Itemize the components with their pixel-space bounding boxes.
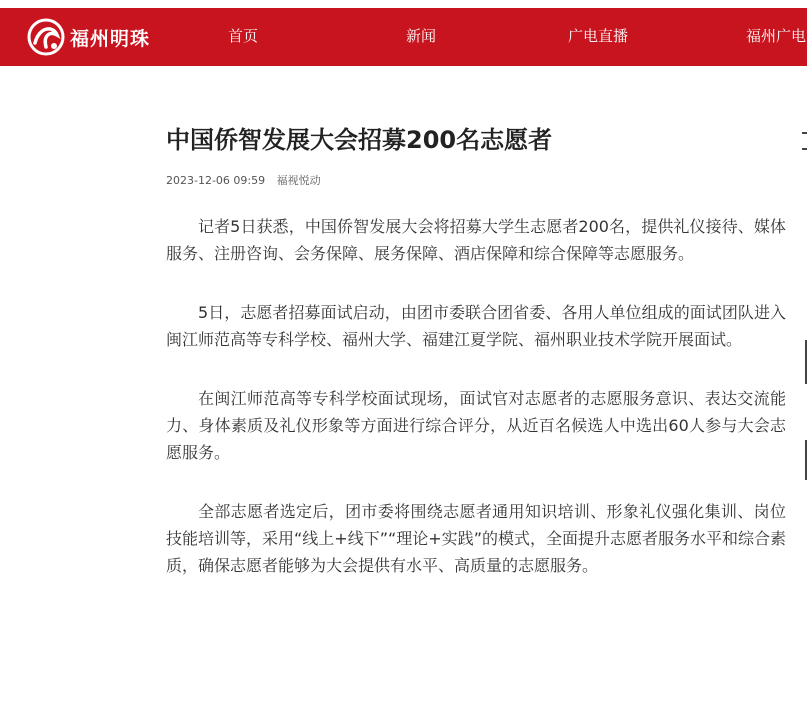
nav-item-live[interactable]: 广电直播	[568, 27, 629, 45]
article	[166, 120, 786, 611]
article-paragraph: 全部志愿者选定后，团市委将围绕志愿者通用知识培训、形象礼仪强化集训、岗位技能培训等，采用“线上+线下”“理论+实践”的模式，全面提升志愿者服务水平和综合素质，确保志愿者能够为大会提供有水平、高质量的志愿服务。	[166, 502, 786, 575]
article-meta	[166, 173, 786, 189]
logo-text: 福州明珠	[70, 27, 151, 50]
nav-item-fuzhou-broadcast[interactable]: 福州广电	[746, 27, 807, 45]
sidebar-fragment	[802, 132, 807, 134]
right-sidebar-edge	[800, 120, 807, 540]
nav-item-news[interactable]: 新闻	[406, 27, 437, 45]
article-paragraph: 在闽江师范高等专科学校面试现场，面试官对志愿者的志愿服务意识、表达交流能力、身体素质及礼仪形象等方面进行综合评分，从近百名候选人中选出60人参与大会志愿服务。	[166, 389, 786, 462]
main-nav	[0, 8, 807, 66]
top-navigation-bar	[0, 8, 807, 66]
nav-item-home[interactable]: 首页	[228, 27, 259, 45]
sidebar-fragment	[802, 148, 807, 150]
article-source[interactable]: 福视悦动	[276, 174, 321, 187]
article-body	[166, 213, 786, 579]
article-paragraph: 5日，志愿者招募面试启动，由团市委联合团省委、各用人单位组成的面试团队进入闽江师范高等专科学校、福州大学、福建江夏学院、福州职业技术学院开展面试。	[166, 303, 786, 349]
article-date: 2023-12-06 09:59	[166, 174, 266, 187]
article-paragraph: 记者5日获悉，中国侨智发展大会将招募大学生志愿者200名，提供礼仪接待、媒体服务、注册咨询、会务保障、展务保障、酒店保障和综合保障等志愿服务。	[166, 217, 786, 263]
article-title: 中国侨智发展大会招募200名志愿者	[166, 126, 553, 154]
